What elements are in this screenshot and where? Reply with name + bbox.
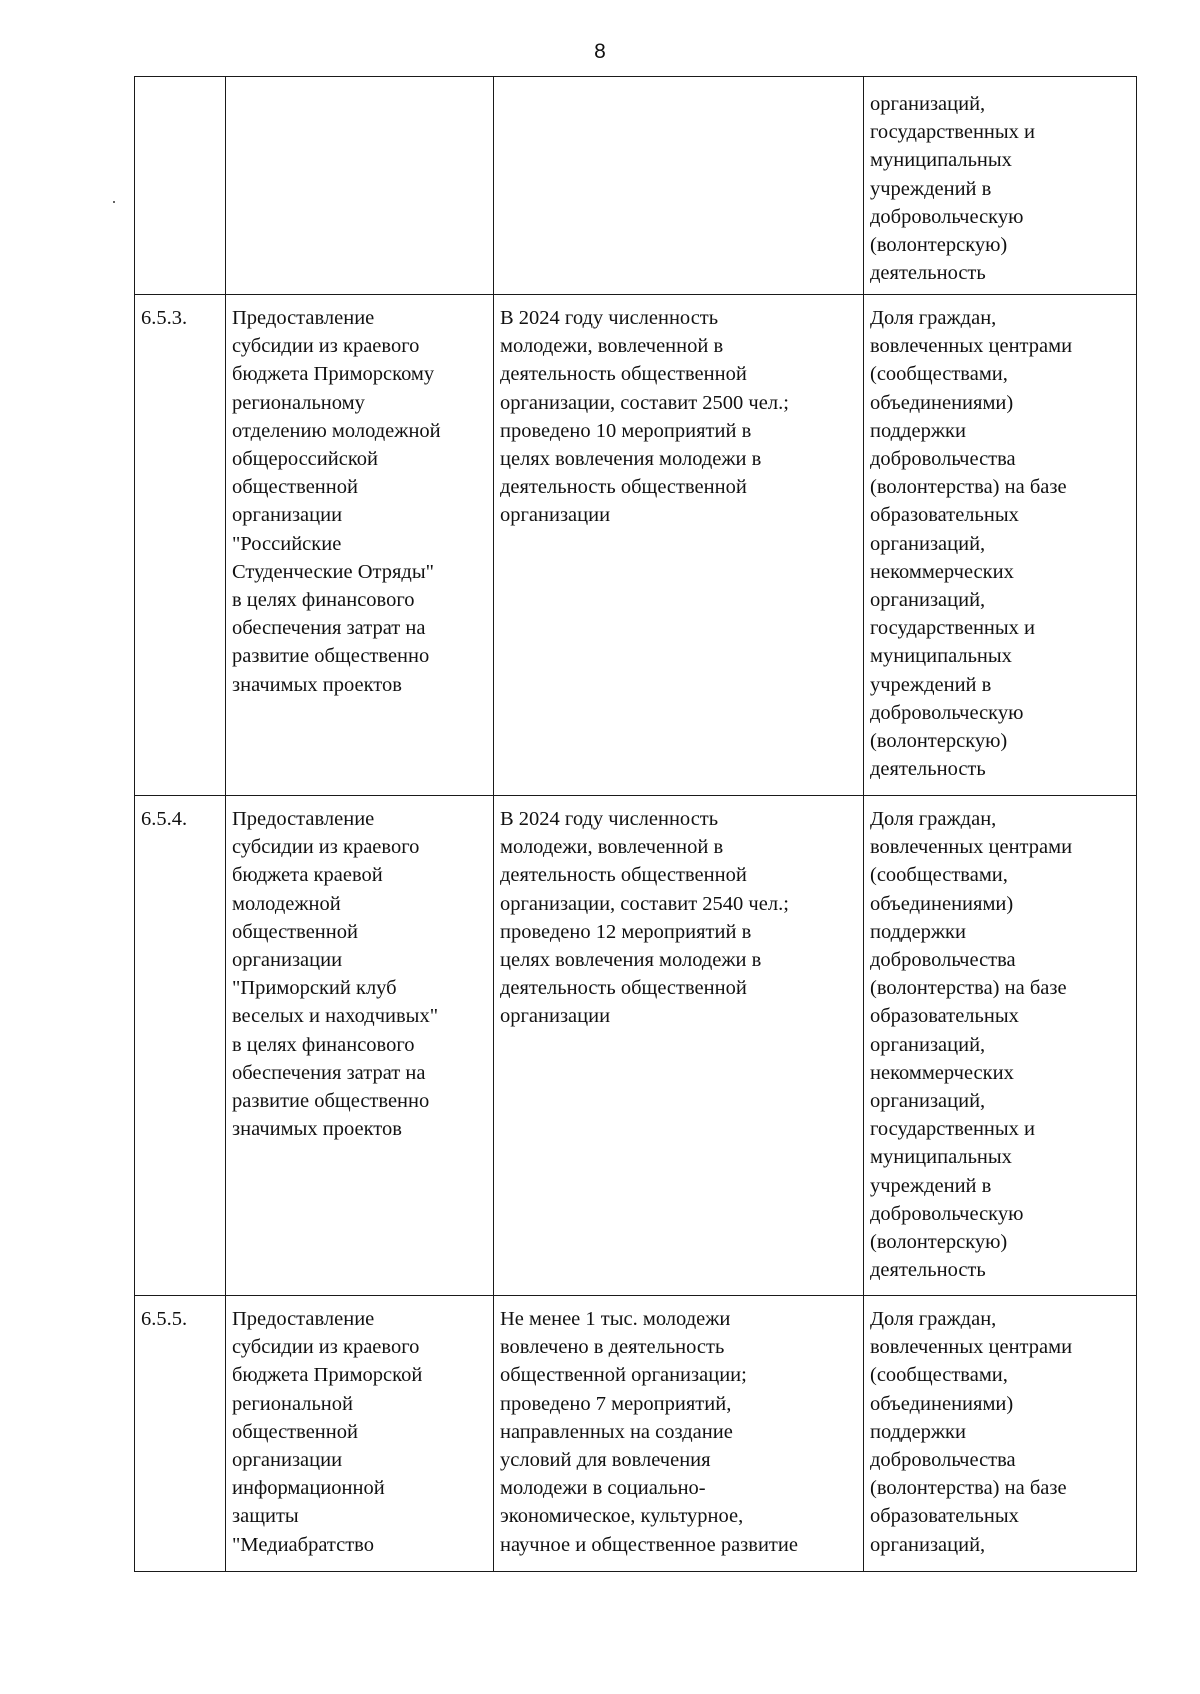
cell-expected-result: В 2024 году численность молодежи, вовлеченной в деятельность общественной организации, составит 2540 чел.; проведено 12 мероприятий в целях вовлечения молодежи в деятельность общественной организации xyxy=(494,796,864,1296)
page-number: 8 xyxy=(594,40,606,63)
cell-indicator: организаций, государственных и муниципальных учреждений в добровольческую (волонтерскую) деятельность xyxy=(864,77,1137,295)
cell-number: 6.5.5. xyxy=(135,1296,226,1572)
table-row xyxy=(135,1296,1137,1572)
cell-expected-result xyxy=(494,77,864,295)
cell-measure-name xyxy=(226,77,494,295)
cell-expected-result: Не менее 1 тыс. молодежи вовлечено в деятельность общественной организации; проведено 7 мероприятий, направленных на создание условий для вовлечения молодежи в социально- экономическое, культурное, научное и общественное развитие xyxy=(494,1296,864,1572)
cell-expected-result: В 2024 году численность молодежи, вовлеченной в деятельность общественной организации, составит 2500 чел.; проведено 10 мероприятий в целях вовлечения молодежи в деятельность общественной организации xyxy=(494,295,864,796)
cell-indicator: Доля граждан, вовлеченных центрами (сообществами, объединениями) поддержки добровольчества (волонтерства) на базе образовательных организаций, некоммерческих организаций, государственных и муниципальных учреждений в добровольческую (волонтерскую) деятельность xyxy=(864,796,1137,1296)
scan-artifact-dot xyxy=(113,201,115,203)
cell-measure-name: Предоставление субсидии из краевого бюджета краевой молодежной общественной организации "Приморский клуб веселых и находчивых" в целях финансового обеспечения затрат на развитие общественно значимых проектов xyxy=(226,796,494,1296)
cell-number xyxy=(135,77,226,295)
cell-indicator: Доля граждан, вовлеченных центрами (сообществами, объединениями) поддержки добровольчества (волонтерства) на базе образовательных организаций, xyxy=(864,1296,1137,1572)
table-row xyxy=(135,295,1137,796)
cell-number: 6.5.4. xyxy=(135,796,226,1296)
table-row xyxy=(135,77,1137,295)
table-row xyxy=(135,796,1137,1296)
cell-measure-name: Предоставление субсидии из краевого бюджета Приморской региональной общественной организации информационной защиты "Медиабратство xyxy=(226,1296,494,1572)
cell-measure-name: Предоставление субсидии из краевого бюджета Приморскому региональному отделению молодежной общероссийской общественной организации "Российские Студенческие Отряды" в целях финансового обеспечения затрат на развитие общественно значимых проектов xyxy=(226,295,494,796)
cell-indicator: Доля граждан, вовлеченных центрами (сообществами, объединениями) поддержки добровольчества (волонтерства) на базе образовательных организаций, некоммерческих организаций, государственных и муниципальных учреждений в добровольческую (волонтерскую) деятельность xyxy=(864,295,1137,796)
cell-number: 6.5.3. xyxy=(135,295,226,796)
measures-table xyxy=(134,76,1137,1572)
